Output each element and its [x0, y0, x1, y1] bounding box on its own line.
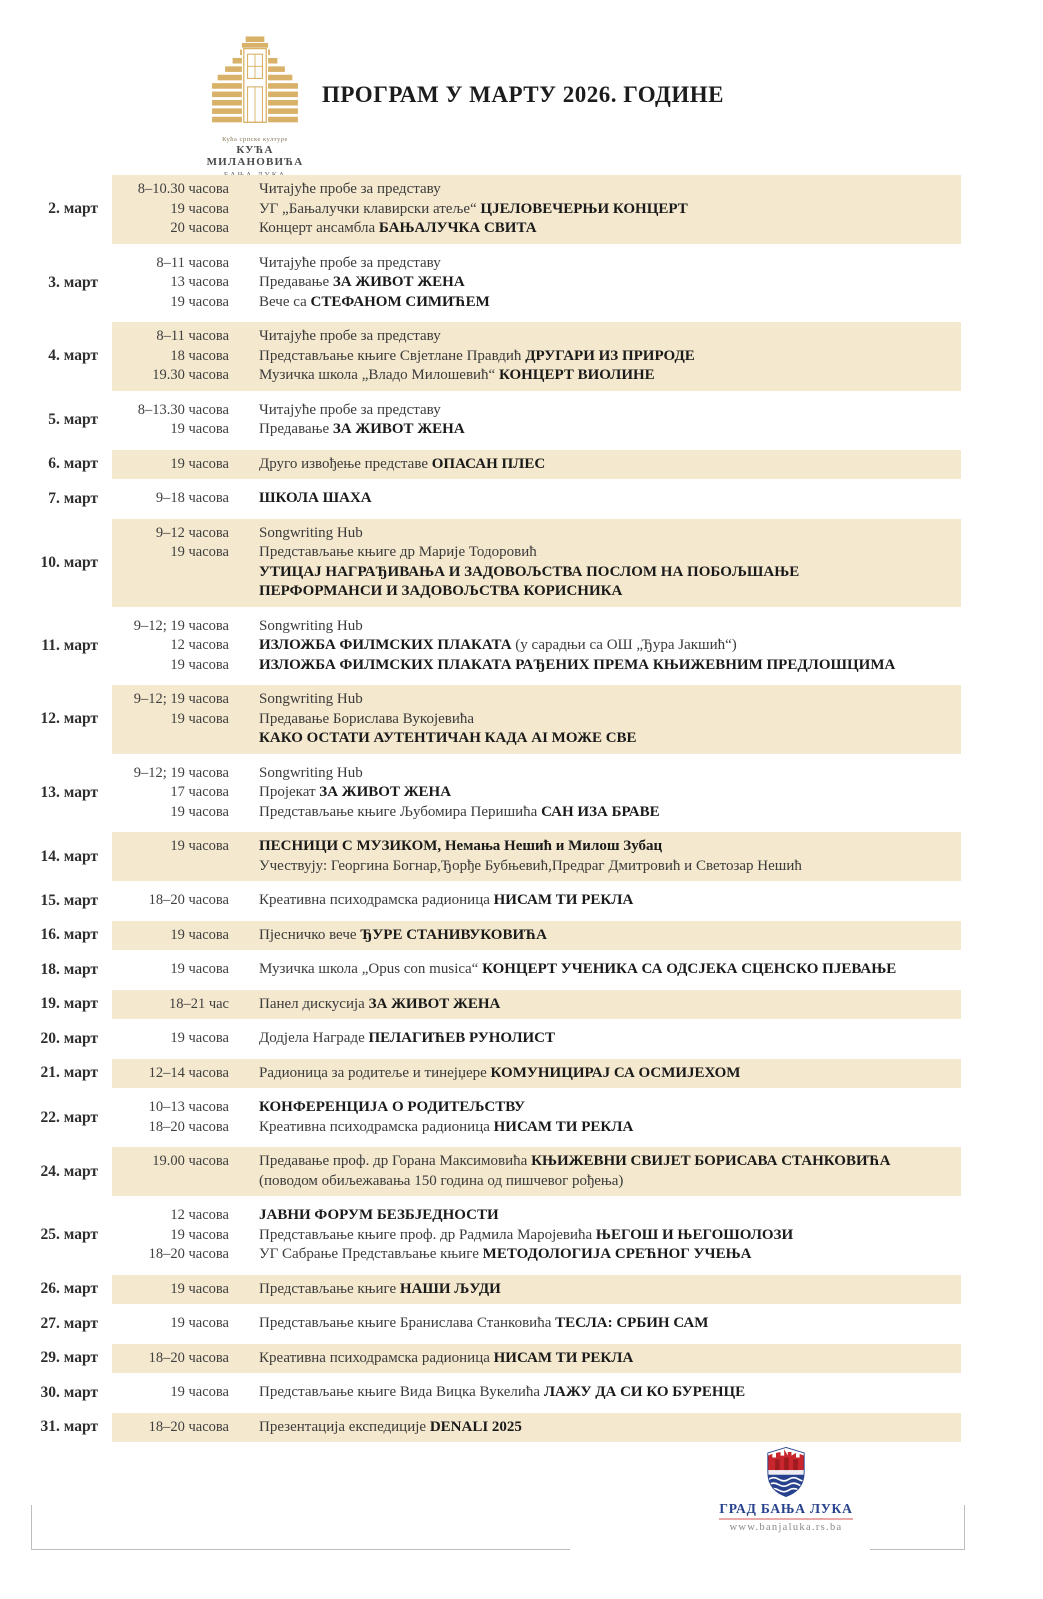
event-description: Songwriting Hub — [259, 764, 363, 781]
footer — [700, 1446, 872, 1533]
event-line — [112, 254, 961, 274]
event-time: 19.00 часова — [152, 1153, 229, 1169]
event-time — [112, 857, 229, 877]
event-line — [112, 764, 961, 784]
event-line — [112, 926, 961, 946]
schedule-row — [0, 519, 1043, 607]
event-date: 12. март — [40, 710, 98, 728]
schedule-row — [0, 612, 1043, 681]
event-date: 16. март — [40, 926, 98, 944]
event-description: Музичка школа „Владо Милошевић“ КОНЦЕРТ ВИОЛИНЕ — [259, 367, 655, 383]
event-time: 19 часова — [170, 1280, 229, 1297]
event-time: 18–20 часова — [148, 1349, 229, 1366]
footer-city-name: ГРАД БАЊА ЛУКА — [719, 1501, 852, 1520]
event-time: 19 часова — [170, 1315, 229, 1331]
event-time: 19 часова — [170, 1226, 229, 1243]
event-description: ПЕРФОРМАНСИ И ЗАДОВОЉСТВА КОРИСНИКА — [259, 583, 623, 599]
event-time — [112, 1172, 229, 1192]
event-time: 9–12; 19 часова — [133, 764, 229, 781]
schedule-row — [0, 759, 1043, 828]
event-line — [112, 219, 961, 239]
schedule-row — [0, 886, 1043, 916]
event-time: 20 часова — [170, 220, 229, 236]
event-line — [112, 582, 961, 602]
schedule-row — [0, 484, 1043, 514]
event-date: 6. март — [48, 455, 98, 473]
event-body — [112, 322, 961, 391]
event-time: 9–12; 19 часова — [133, 617, 229, 634]
bottom-frame-line-right — [870, 1549, 965, 1550]
event-body — [112, 1059, 961, 1089]
event-description: Креативна психодрамска радионица НИСАМ ТИ РЕКЛА — [259, 1349, 634, 1366]
event-date: 13. март — [40, 783, 98, 801]
event-line — [112, 1418, 961, 1438]
event-time: 19 часова — [170, 293, 229, 310]
event-date: 27. март — [40, 1314, 98, 1332]
event-description: Представљање књиге проф. др Радмила Маројевића ЊЕГОШ И ЊЕГОШОЛОЗИ — [259, 1226, 794, 1243]
event-description: Пројекат ЗА ЖИВОТ ЖЕНА — [259, 784, 452, 800]
event-description: Учествују: Георгина Богнар,Ђорђе Бубњевић,Предраг Дмитровић и Светозар Нешић — [259, 857, 802, 874]
event-line — [112, 180, 961, 200]
event-time: 8–11 часова — [156, 254, 229, 271]
event-line — [112, 636, 961, 656]
event-line — [112, 1172, 961, 1192]
event-time — [112, 563, 229, 583]
event-line — [112, 273, 961, 293]
event-line — [112, 1118, 961, 1138]
event-time: 19 часова — [170, 544, 229, 560]
event-line — [112, 293, 961, 313]
event-line — [112, 524, 961, 544]
schedule-row — [0, 990, 1043, 1020]
event-description: Додјела Награде ПЕЛАГИЋЕВ РУНОЛИСТ — [259, 1030, 556, 1046]
event-line — [112, 803, 961, 823]
event-time — [112, 729, 229, 749]
event-description: Предавање Борислава Вукојевића — [259, 710, 475, 727]
event-time: 19 часова — [170, 926, 229, 943]
event-description: Музичка школа „Opus con musica“ КОНЦЕРТ УЧЕНИКА СА ОДСЈЕКА СЦЕНСКО ПЈЕВАЊЕ — [259, 961, 897, 977]
schedule-row — [0, 1378, 1043, 1408]
event-line — [112, 891, 961, 911]
event-time: 9–18 часова — [155, 490, 229, 506]
event-description: Креативна психодрамска радионица НИСАМ ТИ РЕКЛА — [259, 1118, 634, 1135]
event-description: Представљање књиге Бранислава Станковића ТЕСЛА: СРБИН САМ — [259, 1315, 709, 1331]
event-time: 9–12; 19 часова — [133, 691, 229, 707]
event-time: 18–20 часова — [148, 1418, 229, 1435]
event-line — [112, 656, 961, 676]
event-time: 8–10.30 часова — [137, 181, 229, 197]
page-title: ПРОГРАМ У МАРТУ 2026. ГОДИНЕ — [322, 82, 725, 107]
event-description: Вече са СТЕФАНОМ СИМИЋЕМ — [259, 293, 490, 310]
event-time: 19 часова — [170, 656, 229, 673]
event-body — [112, 249, 961, 318]
event-line — [112, 347, 961, 367]
event-time: 17 часова — [170, 784, 229, 800]
schedule-row — [0, 685, 1043, 754]
event-description: Читајуће пробе за представу — [259, 328, 441, 344]
schedule-row — [0, 1309, 1043, 1339]
bottom-frame-tick-left — [31, 1505, 32, 1550]
event-body — [112, 1147, 961, 1196]
event-time: 8–13.30 часова — [137, 401, 229, 418]
event-description: (поводом обиљежавања 150 година од пишчевог рођења) — [259, 1172, 624, 1189]
schedule-row — [0, 450, 1043, 480]
event-description: ШКОЛА ШАХА — [259, 490, 372, 506]
schedule-row — [0, 1201, 1043, 1270]
event-time: 19 часова — [170, 803, 229, 820]
event-body — [112, 450, 961, 480]
event-line — [112, 960, 961, 980]
institution-logo — [190, 36, 320, 179]
event-date: 3. март — [48, 273, 98, 291]
schedule-row — [0, 1413, 1043, 1443]
event-body — [112, 484, 961, 514]
event-line — [112, 995, 961, 1015]
event-line — [112, 455, 961, 475]
event-body — [112, 396, 961, 445]
event-time: 9–12 часова — [155, 524, 229, 541]
event-description: Songwriting Hub — [259, 524, 363, 541]
event-description: УГ Сабрање Представљање књиге МЕТОДОЛОГИЈА СРЕЋНОГ УЧЕЊА — [259, 1246, 752, 1262]
event-line — [112, 420, 961, 440]
header — [0, 0, 1043, 175]
schedule-row — [0, 322, 1043, 391]
event-body — [112, 886, 961, 916]
event-line — [112, 200, 961, 220]
event-line — [112, 543, 961, 563]
event-date: 30. март — [40, 1383, 98, 1401]
event-line — [112, 857, 961, 877]
event-time: 13 часова — [170, 274, 229, 290]
event-line — [112, 1245, 961, 1265]
event-description: Представљање књиге НАШИ ЉУДИ — [259, 1280, 501, 1297]
schedule-row — [0, 1024, 1043, 1054]
event-time: 19 часова — [170, 455, 229, 472]
event-description: Панел дискусија ЗА ЖИВОТ ЖЕНА — [259, 995, 501, 1012]
event-description: Представљање књиге др Марије Тодоровић — [259, 544, 537, 560]
schedule-row — [0, 1059, 1043, 1089]
event-date: 31. март — [40, 1418, 98, 1436]
event-line — [112, 1152, 961, 1172]
event-line — [112, 1383, 961, 1403]
event-line — [112, 729, 961, 749]
event-date: 22. март — [40, 1108, 98, 1126]
event-description: ИЗЛОЖБА ФИЛМСКИХ ПЛАКАТА (у сарадњи са ОШ „Ђура Јакшић“) — [259, 637, 737, 653]
event-time: 19 часова — [170, 200, 229, 217]
event-body — [112, 921, 961, 951]
event-time: 18–20 часова — [148, 1118, 229, 1135]
event-date: 2. март — [48, 200, 98, 218]
event-description: КОНФЕРЕНЦИЈА О РОДИТЕЉСТВУ — [259, 1099, 526, 1115]
event-description: Презентација експедиције DENALI 2025 — [259, 1418, 522, 1435]
schedule-row — [0, 249, 1043, 318]
event-body — [112, 1201, 961, 1270]
event-body — [112, 175, 961, 244]
event-body — [112, 990, 961, 1020]
event-line — [112, 401, 961, 421]
event-body — [112, 1275, 961, 1305]
event-description: Предавање ЗА ЖИВОТ ЖЕНА — [259, 421, 465, 437]
logo-subtitle: Кућа српске културе — [222, 136, 288, 143]
event-date: 15. март — [40, 891, 98, 909]
event-description: Предавање проф. др Горана Максимовића КЊИЖЕВНИ СВИЈЕТ БОРИСАВА СТАНКОВИЋА — [259, 1153, 891, 1169]
event-line — [112, 1280, 961, 1300]
event-description: УГ „Бањалучки клавирски атеље“ ЦЈЕЛОВЕЧЕРЊИ КОНЦЕРТ — [259, 200, 688, 217]
event-line — [112, 783, 961, 803]
event-line — [112, 837, 961, 857]
event-description: Songwriting Hub — [259, 691, 363, 707]
event-body — [112, 519, 961, 607]
event-date: 7. март — [48, 489, 98, 507]
event-line — [112, 1226, 961, 1246]
logo-institution-name: КУЋА МИЛАНОВИЋА — [206, 144, 304, 168]
milanovic-house-icon — [190, 36, 320, 134]
event-line — [112, 617, 961, 637]
event-body — [112, 1093, 961, 1142]
schedule-row — [0, 921, 1043, 951]
event-body — [112, 612, 961, 681]
event-time: 8–11 часова — [156, 328, 229, 344]
event-time: 12 часова — [170, 637, 229, 653]
event-line — [112, 1064, 961, 1084]
event-line — [112, 1098, 961, 1118]
schedule-row — [0, 175, 1043, 244]
event-description: Представљање књиге Љубомира Перишића САН ИЗА БРАВЕ — [259, 803, 660, 820]
event-description: Songwriting Hub — [259, 617, 363, 634]
event-body — [112, 1413, 961, 1443]
event-time: 18–20 часова — [148, 1246, 229, 1262]
event-time: 18 часова — [170, 347, 229, 364]
event-date: 18. март — [40, 960, 98, 978]
event-body — [112, 1309, 961, 1339]
event-line — [112, 710, 961, 730]
event-time: 12–14 часова — [148, 1064, 229, 1081]
schedule-row — [0, 832, 1043, 881]
event-description: Читајуће пробе за представу — [259, 401, 441, 418]
schedule-row — [0, 1344, 1043, 1374]
footer-website: www.banjaluka.rs.ba — [729, 1522, 843, 1533]
event-description: Представљање књиге Свјетлане Правдић ДРУГАРИ ИЗ ПРИРОДЕ — [259, 347, 695, 364]
event-description: Предавање ЗА ЖИВОТ ЖЕНА — [259, 274, 465, 290]
event-date: 5. март — [48, 411, 98, 428]
event-body — [112, 955, 961, 985]
schedule-row — [0, 396, 1043, 445]
event-description: Друго извођење представе ОПАСАН ПЛЕС — [259, 455, 546, 472]
banja-luka-coat-of-arms-icon — [700, 1446, 872, 1498]
event-time: 19 часова — [170, 421, 229, 437]
event-body — [112, 685, 961, 754]
event-body — [112, 1344, 961, 1374]
bottom-frame-line-left — [31, 1549, 570, 1550]
event-time: 19 часова — [170, 710, 229, 727]
event-line — [112, 690, 961, 710]
event-description: Пјесничко вече ЂУРЕ СТАНИВУКОВИЋА — [259, 926, 547, 943]
event-time: 19 часова — [170, 838, 229, 854]
event-time: 19 часова — [170, 1384, 229, 1400]
event-date: 10. март — [40, 553, 98, 571]
event-line — [112, 489, 961, 509]
event-line — [112, 1206, 961, 1226]
event-body — [112, 1024, 961, 1054]
event-line — [112, 327, 961, 347]
event-time: 19.30 часова — [152, 367, 229, 383]
event-date: 29. март — [40, 1349, 98, 1367]
event-line — [112, 366, 961, 386]
event-date: 21. март — [40, 1064, 98, 1082]
event-description: Читајуће пробе за представу — [259, 254, 441, 271]
event-description: ПЕСНИЦИ С МУЗИКОМ, Немања Нешић и Милош Зубац — [259, 838, 663, 854]
schedule-row — [0, 1093, 1043, 1142]
event-description: Представљање књиге Вида Вицка Вукелића ЛАЖУ ДА СИ КО БУРЕНЦЕ — [259, 1384, 746, 1400]
event-date: 26. март — [40, 1280, 98, 1298]
event-description: Концерт ансамбла БАЊАЛУЧКА СВИТА — [259, 220, 537, 236]
event-date: 20. март — [40, 1029, 98, 1047]
event-time: 19 часова — [170, 1030, 229, 1046]
event-date: 24. март — [40, 1162, 98, 1180]
event-date: 4. март — [48, 347, 98, 365]
event-time: 19 часова — [170, 961, 229, 977]
event-time: 12 часова — [170, 1207, 229, 1223]
event-time: 18–20 часова — [148, 892, 229, 908]
event-time — [112, 582, 229, 602]
event-line — [112, 563, 961, 583]
event-date: 19. март — [40, 995, 98, 1013]
event-description: Креативна психодрамска радионица НИСАМ ТИ РЕКЛА — [259, 892, 634, 908]
event-date: 11. март — [41, 636, 98, 654]
event-time: 10–13 часова — [148, 1099, 229, 1115]
event-date: 14. март — [40, 847, 98, 865]
event-line — [112, 1314, 961, 1334]
schedule-row — [0, 1275, 1043, 1305]
event-description: КАКО ОСТАТИ АУТЕНТИЧАН КАДА AI МОЖЕ СВЕ — [259, 730, 637, 746]
event-description: ЈАВНИ ФОРУМ БЕЗБЈЕДНОСТИ — [259, 1207, 499, 1223]
schedule-table — [0, 175, 1043, 1442]
event-description: Радионица за родитеље и тинејџере КОМУНИЦИРАЈ СА ОСМИЈЕХОМ — [259, 1064, 741, 1081]
event-body — [112, 759, 961, 828]
schedule-row — [0, 1147, 1043, 1196]
event-description: ИЗЛОЖБА ФИЛМСКИХ ПЛАКАТА РАЂЕНИХ ПРЕМА КЊИЖЕВНИМ ПРЕДЛОШЦИМА — [259, 656, 896, 673]
event-body — [112, 832, 961, 881]
event-date: 25. март — [40, 1226, 98, 1244]
event-description: УТИЦАЈ НАГРАЂИВАЊА И ЗАДОВОЉСТВА ПОСЛОМ НА ПОБОЉШАЊЕ — [259, 563, 800, 580]
bottom-frame-tick-right — [964, 1505, 965, 1550]
event-description: Читајуће пробе за представу — [259, 181, 441, 197]
schedule-row — [0, 955, 1043, 985]
event-line — [112, 1349, 961, 1369]
event-time: 18–21 час — [168, 995, 229, 1012]
event-line — [112, 1029, 961, 1049]
event-body — [112, 1378, 961, 1408]
